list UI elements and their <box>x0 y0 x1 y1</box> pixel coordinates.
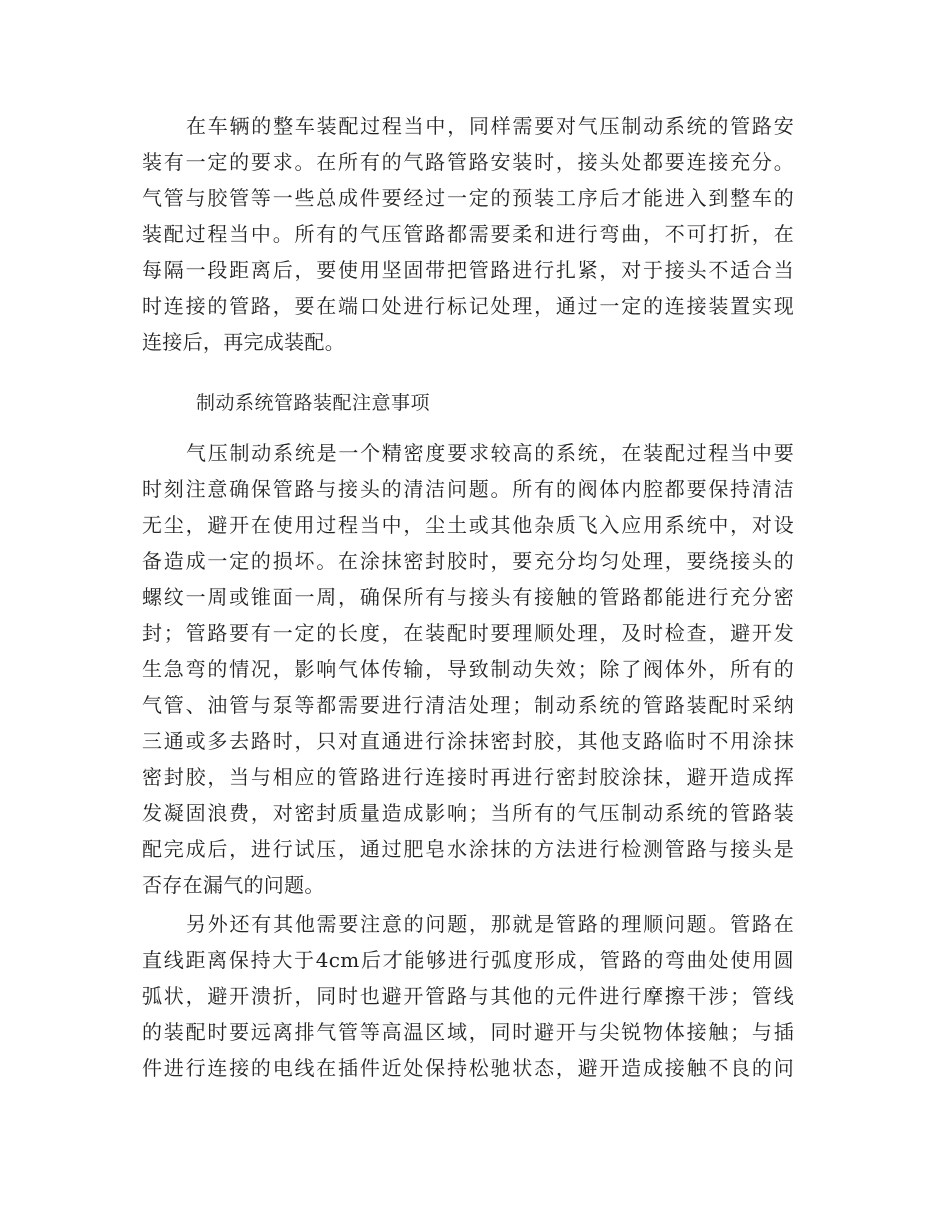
paragraph-line: 装配过程当中。所有的气压管路都需要柔和进行弯曲，不可打折，在 <box>142 222 794 246</box>
paragraph-line: 件进行连接的电线在插件近处保持松驰状态，避开造成接触不良的问 <box>142 1056 794 1080</box>
paragraph-line: 密封胶，当与相应的管路进行连接时再进行密封胶涂抹，避开造成挥 <box>142 765 794 789</box>
paragraph-line: 配完成后，进行试压，通过肥皂水涂抹的方法进行检测管路与接头是 <box>142 837 794 861</box>
paragraph-line: 装有一定的要求。在所有的气路管路安装时，接头处都要连接充分。 <box>142 150 794 174</box>
paragraph-2 <box>142 435 794 903</box>
paragraph-line: 发凝固浪费，对密封质量造成影响；当所有的气压制动系统的管路装 <box>142 801 794 825</box>
paragraph-line: 气压制动系统是一个精密度要求较高的系统，在装配过程当中要 <box>186 441 794 465</box>
paragraph-line: 另外还有其他需要注意的问题，那就是管路的理顺问题。管路在 <box>186 912 794 936</box>
paragraph-line: 无尘，避开在使用过程当中，尘土或其他杂质飞入应用系统中，对设 <box>142 513 794 537</box>
paragraph-line: 在车辆的整车装配过程当中，同样需要对气压制动系统的管路安 <box>186 114 794 138</box>
paragraph-line: 每隔一段距离后，要使用坚固带把管路进行扎紧，对于接头不适合当 <box>142 258 794 282</box>
paragraph-3 <box>142 906 794 1086</box>
paragraph-line: 直线距离保持大于4cm后才能够进行弧度形成，管路的弯曲处使用圆 <box>142 948 794 972</box>
paragraph-1 <box>142 108 794 360</box>
paragraph-line: 的装配时要远离排气管等高温区域，同时避开与尖锐物体接触；与插 <box>142 1020 794 1044</box>
paragraph-line: 气管、油管与泵等都需要进行清洁处理；制动系统的管路装配时采纳 <box>142 693 794 717</box>
paragraph-line: 气管与胶管等一些总成件要经过一定的预装工序后才能进入到整车的 <box>142 186 794 210</box>
paragraph-line: 弧状，避开溃折，同时也避开管路与其他的元件进行摩擦干涉；管线 <box>142 984 794 1008</box>
paragraph-line: 螺纹一周或锥面一周，确保所有与接头有接触的管路都能进行充分密 <box>142 585 794 609</box>
paragraph-line: 否存在漏气的问题。 <box>142 873 325 897</box>
paragraph-line: 时刻注意确保管路与接头的清洁问题。所有的阀体内腔都要保持清洁 <box>142 477 794 501</box>
paragraph-line: 封；管路要有一定的长度，在装配时要理顺处理，及时检查，避开发 <box>142 621 794 645</box>
paragraph-line: 连接后，再完成装配。 <box>142 330 345 354</box>
paragraph-line: 备造成一定的损坏。在涂抹密封胶时，要充分均匀处理，要绕接头的 <box>142 549 794 573</box>
paragraph-line: 生急弯的情况，影响气体传输，导致制动失效；除了阀体外，所有的 <box>142 657 794 681</box>
paragraph-line: 三通或多去路时，只对直通进行涂抹密封胶，其他支路临时不用涂抹 <box>142 729 794 753</box>
paragraph-line: 时连接的管路，要在端口处进行标记处理，通过一定的连接装置实现 <box>142 294 794 318</box>
section-heading: 制动系统管路装配注意事项 <box>196 392 431 414</box>
